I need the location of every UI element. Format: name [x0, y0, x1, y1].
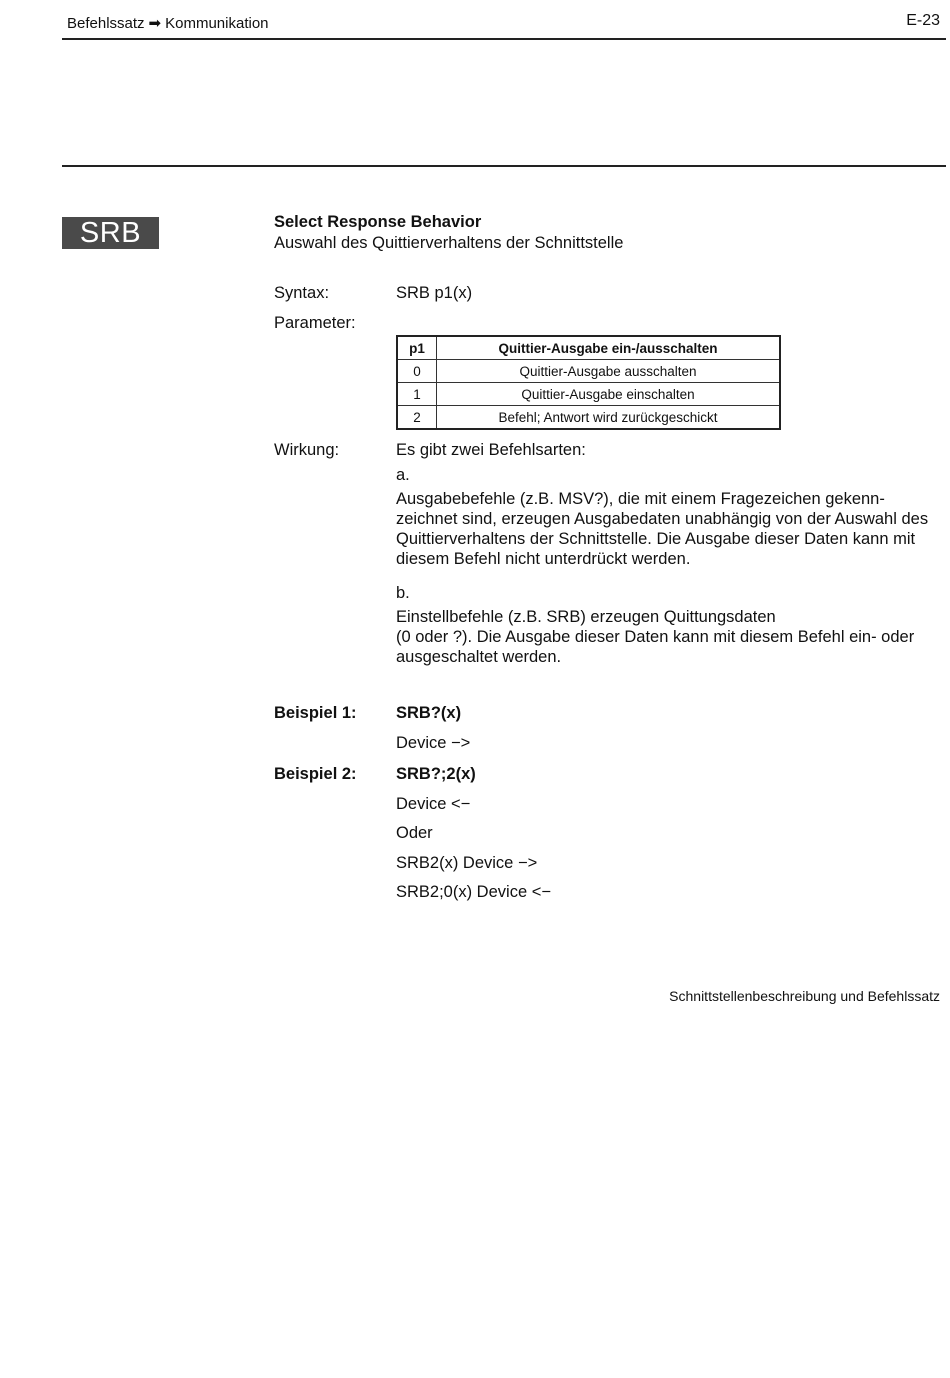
- wirkung-a-text: Ausgabebefehle (z.B. MSV?), die mit einem Fragezeichen gekenn- zeichnet sind, erzeugen Ausgabedaten unabhängig von der Auswahl des Quittierverhaltens der Schnittstelle. Die Ausgabe dieser Daten kann mit diesem Befehl nicht unterdrückt werden.: [396, 490, 929, 568]
- example2-line: Oder: [396, 824, 433, 842]
- table-row: [397, 406, 780, 430]
- command-title: Select Response Behavior: [274, 213, 482, 231]
- wirkung-b-label: b.: [396, 584, 410, 602]
- table-row: [397, 360, 780, 383]
- table-cell: Quittier-Ausgabe ausschalten: [437, 360, 781, 383]
- syntax-value: SRB p1(x): [396, 284, 473, 302]
- parameter-table: [396, 335, 781, 430]
- arrow-right-icon: ➡: [148, 15, 162, 32]
- table-cell: 0: [397, 360, 437, 383]
- page-number: E-23: [906, 12, 940, 29]
- example2-command: SRB?;2(x): [396, 765, 476, 783]
- page-footer: Schnittstellenbeschreibung und Befehlssatz: [669, 988, 940, 1004]
- header-subsection: Kommunikation: [165, 15, 269, 32]
- example1-line: Device −>: [396, 734, 471, 752]
- section-rule: [62, 165, 946, 167]
- example1-label: Beispiel 1:: [274, 704, 357, 722]
- table-cell: Befehl; Antwort wird zurückgeschickt: [437, 406, 781, 430]
- wirkung-b-line1: Einstellbefehle (z.B. SRB) erzeugen Quittungsdaten: [396, 608, 776, 626]
- syntax-label: Syntax:: [274, 284, 330, 302]
- table-cell: 1: [397, 383, 437, 406]
- wirkung-b-line2: (0 oder ?). Die Ausgabe dieser Daten kann mit diesem Befehl ein- oder ausgeschaltet werden.: [396, 628, 915, 666]
- table-cell: Quittier-Ausgabe einschalten: [437, 383, 781, 406]
- header-section: Befehlssatz: [67, 15, 145, 32]
- table-header-cell: p1: [397, 336, 437, 360]
- table-cell: 2: [397, 406, 437, 430]
- running-header: [67, 14, 269, 32]
- table-header-cell: Quittier-Ausgabe ein-/ausschalten: [437, 336, 781, 360]
- header-rule: [62, 38, 946, 40]
- example2-label: Beispiel 2:: [274, 765, 357, 783]
- wirkung-a-label: a.: [396, 466, 410, 484]
- table-row: [397, 383, 780, 406]
- example2-line: SRB2;0(x) Device <−: [396, 883, 551, 901]
- example2-line: SRB2(x) Device −>: [396, 854, 538, 872]
- command-subtitle: Auswahl des Quittierverhaltens der Schnittstelle: [274, 234, 624, 252]
- example1-command: SRB?(x): [396, 704, 462, 722]
- parameter-label: Parameter:: [274, 314, 356, 332]
- example2-line: Device <−: [396, 795, 471, 813]
- command-badge: SRB: [62, 217, 159, 249]
- table-header-row: [397, 336, 780, 360]
- wirkung-intro: Es gibt zwei Befehlsarten:: [396, 441, 586, 459]
- wirkung-label: Wirkung:: [274, 441, 340, 459]
